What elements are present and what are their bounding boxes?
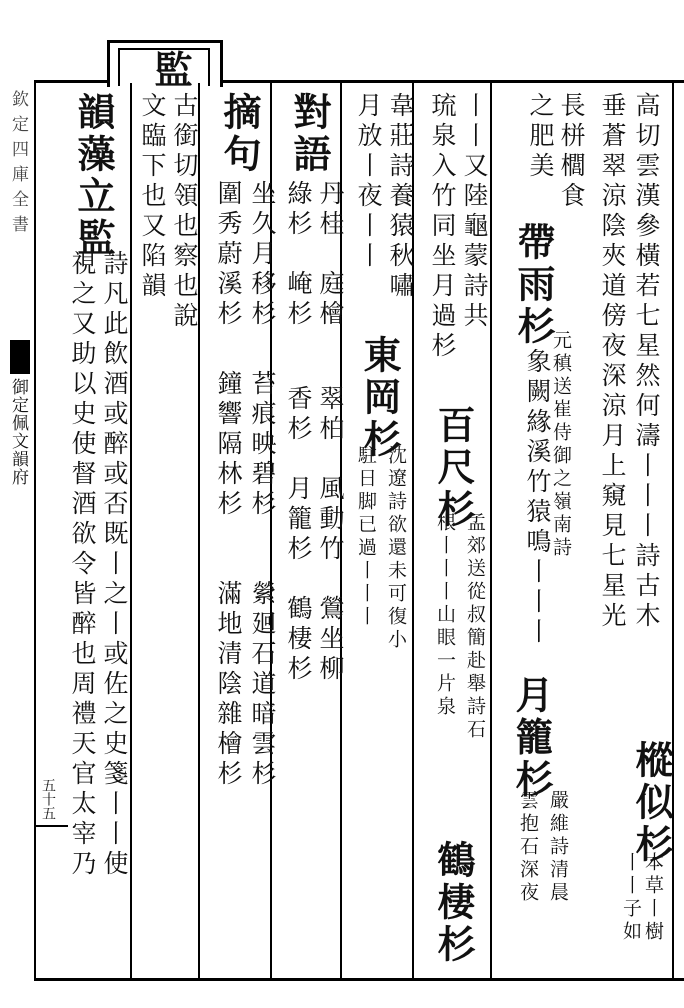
- text-column: 丨丨又陸龜蒙詩共: [460, 92, 489, 332]
- annotation: 丨丨子如: [620, 852, 642, 944]
- margin-header: 欽定四庫全書: [8, 90, 28, 240]
- text-column: 視之又助以史使督酒欲令皆醉也周禮天官太宰乃: [68, 250, 97, 880]
- section-heading: 摘句: [217, 92, 262, 176]
- page-number: 五十五: [40, 778, 56, 820]
- text-column: 垂蒼翠涼陰夾道傍夜深涼月上窺見七星光: [598, 92, 627, 632]
- text-column: 滿地清陰雜檜杉: [214, 580, 243, 790]
- annotation: 本草丨樹: [642, 852, 664, 944]
- text-column: 月籠杉: [284, 475, 313, 565]
- text-column: 苔痕映碧杉: [248, 370, 277, 520]
- headword: 帶雨杉: [511, 222, 556, 348]
- text-column: 詩凡此飲酒或醉或否既丨之丨或佐之史箋丨丨使: [100, 250, 129, 880]
- annotation: 沈遼詩欲還未可復小: [385, 445, 407, 652]
- text-column: 長栟櫚食: [557, 92, 586, 212]
- margin-black-block: [10, 340, 30, 374]
- text-column: 圍秀蔚溪杉: [214, 180, 243, 330]
- text-column: 坐久月移杉: [248, 180, 277, 330]
- annotation: 元稹送崔侍御之嶺南詩: [550, 330, 572, 560]
- headword: 百尺杉: [431, 405, 476, 531]
- section-heading: 對語: [287, 92, 332, 176]
- text-column: 庭檜: [316, 270, 345, 330]
- text-column: 鶴棲杉: [284, 595, 313, 685]
- annotation: 駐日脚已過丨丨丨: [355, 445, 377, 629]
- text-column: 鐘響隔林杉: [214, 370, 243, 520]
- heading-character: 監: [148, 50, 193, 92]
- headword: 東岡杉: [357, 335, 402, 461]
- text-column: 綠杉: [284, 180, 313, 240]
- text-column: 韋莊詩養猿秋嘯: [386, 92, 415, 302]
- text-column: 香杉: [284, 385, 313, 445]
- annotation: 雲抱石深夜: [517, 790, 539, 905]
- text-column: 丹桂: [316, 180, 345, 240]
- annotation: 根丨丨丨山眼一片泉: [434, 512, 456, 719]
- text-column: 文臨下也又陷韻: [138, 92, 167, 302]
- text-column: 月放丨夜丨丨: [354, 92, 383, 272]
- text-column: 琉泉入竹同坐月過杉: [428, 92, 457, 362]
- text-column: 崦杉: [284, 270, 313, 330]
- text-column: 象闕緣溪竹猿鳴丨丨丨: [523, 348, 552, 648]
- margin-book-title: 御定佩文韻府: [8, 378, 28, 486]
- frame-left-border: [34, 80, 36, 980]
- text-column: 翠柏: [316, 385, 345, 445]
- headword: 樅似杉: [629, 740, 674, 866]
- annotation: 嚴維詩清晨: [547, 790, 569, 905]
- headword: 月籠杉: [509, 675, 554, 801]
- text-column: 高切雲漢參橫若七星然何濤丨丨丨詩古木: [632, 92, 661, 632]
- text-column: 風動竹: [316, 475, 345, 565]
- section-heading: 韻藻立監: [71, 92, 116, 260]
- text-column: 縈廻石道暗雲杉: [248, 580, 277, 790]
- frame-bottom-border: [34, 978, 684, 981]
- headword: 鶴棲杉: [431, 840, 476, 966]
- page-number-rule: [34, 825, 68, 827]
- text-column: 古銜切領也察也說: [170, 92, 199, 332]
- text-column: 之肥美: [526, 92, 555, 182]
- text-column: 鶯坐柳: [316, 595, 345, 685]
- annotation: 孟郊送從叔簡赴舉詩石: [464, 512, 486, 742]
